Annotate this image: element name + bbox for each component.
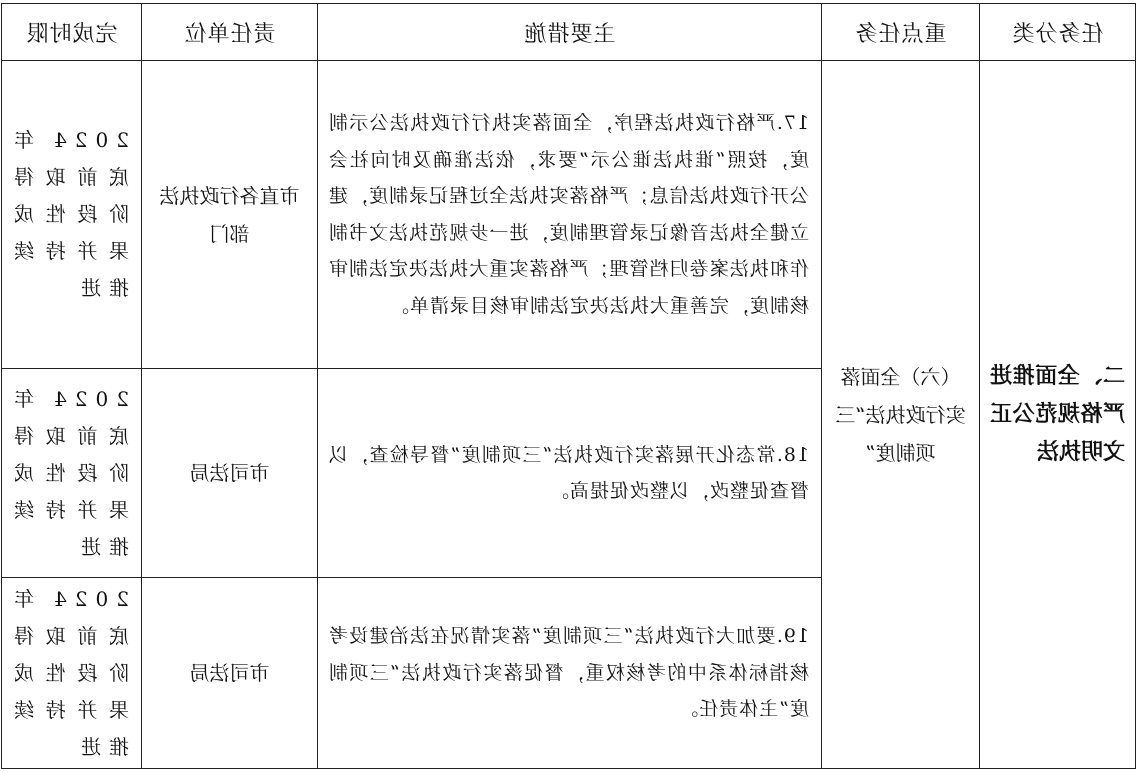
unit-cell: 市直各行政执法部门 [142, 61, 318, 369]
header-deadline: 完成时限 [2, 4, 142, 61]
deadline-cell: 2024年底前取得阶段性成果并持续推进 [2, 61, 142, 369]
deadline-cell: 2024年底前取得阶段性成果并持续推进 [2, 578, 142, 769]
measure-cell: 19.要加大行政执法“三项制度”落实情况在法治建设考核指标体系中的考核权重，督促落实行政执法“三项制度”主体责任。 [318, 578, 822, 769]
header-category: 任务分类 [980, 4, 1136, 61]
header-key-task: 重点任务 [822, 4, 980, 61]
measure-cell: 17.严格行政执法程序，全面落实执行行政执法公示制度，按照“谁执法谁公示”要求，依法准确及时向社会公开行政执法信息；严格落实执法全过程记录制度，建立健全执法音像记录管理制度，进一步规范执法文书制作和执法案卷归档管理；严格落实重大执法决定法制审核制度，完善重大执法决定法制审核目录清单。 [318, 61, 822, 369]
key-task-cell: （六）全面落实行政执法“三项制度” [822, 61, 980, 769]
task-category-cell: 二、全面推进严格规范公正文明执法 [980, 61, 1136, 769]
table-row [2, 61, 1136, 369]
header-measures: 主要措施 [318, 4, 822, 61]
measure-cell: 18.常态化开展落实行政执法“三项制度”督导检查，以督查促整改，以整改促提高。 [318, 369, 822, 578]
task-table [1, 3, 1136, 769]
header-row [2, 4, 1136, 61]
deadline-cell: 2024年底前取得阶段性成果并持续推进 [2, 369, 142, 578]
unit-cell: 市司法局 [142, 578, 318, 769]
header-responsible-unit: 责任单位 [142, 4, 318, 61]
unit-cell: 市司法局 [142, 369, 318, 578]
